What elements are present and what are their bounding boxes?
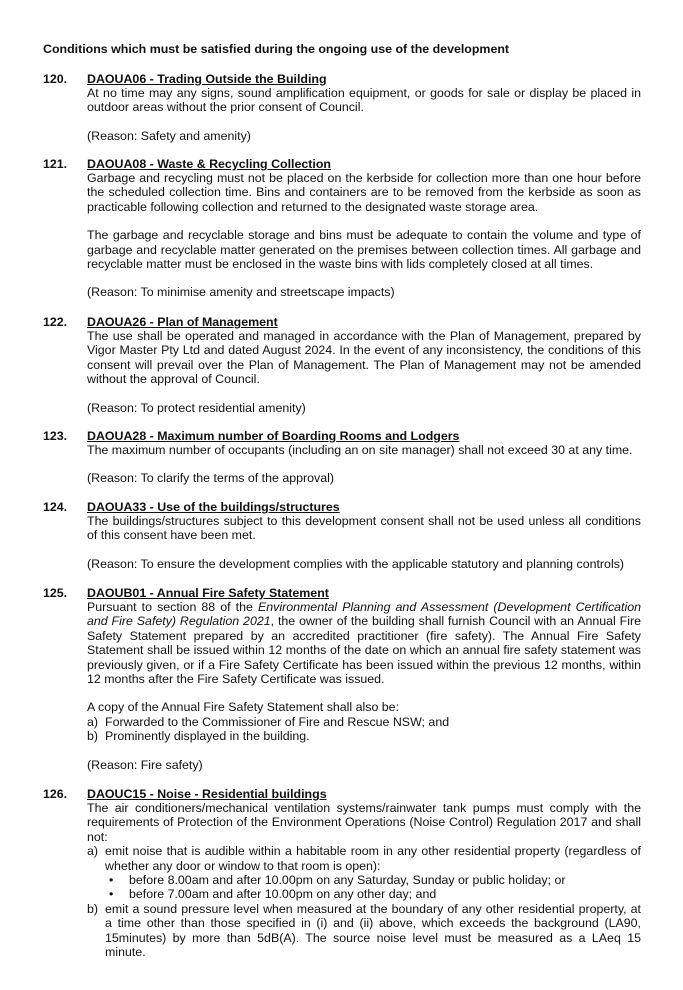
regulation-title: Environmental Planning and Assessment (Development Certification and Fire Safety) Regulation 2021 <box>87 600 642 629</box>
condition-paragraph: The buildings/structures subject to this development consent shall not be used unless all conditions of this consent have been met. <box>87 514 641 543</box>
condition-paragraph: The air conditioners/mechanical ventilation systems/rainwater tank pumps must comply with the requirements of Protection of the Environment Operations (Noise Control) Regulation 2017 and shall not: <box>87 801 641 844</box>
list-text: emit noise that is audible within a habitable room in any other residential property (regardless of whether any door or window to that room is open): <box>105 844 641 873</box>
condition-title: DAOUB01 - Annual Fire Safety Statement <box>87 586 329 600</box>
condition-title: DAOUA33 - Use of the buildings/structures <box>87 500 340 514</box>
list-text: Forwarded to the Commissioner of Fire and Rescue NSW; and <box>105 714 450 729</box>
condition-title: DAOUC15 - Noise - Residential buildings <box>87 787 327 801</box>
condition-reason: (Reason: To protect residential amenity) <box>87 400 306 415</box>
list-item <box>87 715 641 729</box>
list-item <box>87 902 641 960</box>
list-label: a) <box>87 714 99 729</box>
bullet-text: before 8.00am and after 10.00pm on any Saturday, Sunday or public holiday; or <box>129 873 566 888</box>
condition-paragraph: Garbage and recycling must not be placed on the kerbside for collection more than one hour before the scheduled collection time. Bins and containers are to be removed from the kerbside as soon as practicable following collection and returned to the designated waste storage area. <box>87 171 641 214</box>
condition-title: DAOUA08 - Waste & Recycling Collection <box>87 157 331 171</box>
condition-reason: (Reason: To clarify the terms of the approval) <box>87 471 335 486</box>
list-text: emit a sound pressure level when measured at the boundary of any other residential property, at a time other than those specified in (i) and (ii) above, which exceeds the background (LA90, 15minutes) by more than 5dB(A). The source noise level must be measured as a LAeq 15 minute. <box>105 901 641 960</box>
paragraph-text: Pursuant to section 88 of the <box>87 600 258 614</box>
condition-number: 124. <box>43 500 68 514</box>
paragraph-text: , the owner of the building shall furnish Council with an Annual Fire Safety Statement prepared by an accredited practitioner (fire safety). The Annual Fire Safety Statement shall be issued within 12 months of the date on which an annual fire safety statement was previously given, or if a Fire Safety Certificate has been issued within the previous 12 months, within 12 months after the Fire Safety Certificate was issued. <box>87 614 642 687</box>
condition-number: 123. <box>43 429 68 443</box>
bullet-item <box>109 873 641 887</box>
condition-title: DAOUA06 - Trading Outside the Building <box>87 72 327 86</box>
condition-paragraph: The use shall be operated and managed in accordance with the Plan of Management, prepared by Vigor Master Pty Ltd and dated August 2024. In the event of any inconsistency, the conditions of this consent will prevail over the Plan of Management. The Plan of Management may not be amended without the approval of Council. <box>87 329 641 387</box>
condition-paragraph: The garbage and recyclable storage and bins must be adequate to contain the volume and type of garbage and recyclable matter generated on the premises between collection times. All garbage and recyclable matter must be enclosed in the waste bins with lids completely closed at all times. <box>87 228 641 272</box>
condition-body <box>87 443 641 486</box>
condition-reason: (Reason: Fire safety) <box>87 757 203 772</box>
condition-title: DAOUA28 - Maximum number of Boarding Rooms and Lodgers <box>87 429 460 443</box>
list-text: Prominently displayed in the building. <box>105 729 310 744</box>
condition-number: 122. <box>43 315 68 329</box>
condition-number: 125. <box>43 586 68 600</box>
list-label: b) <box>87 901 99 916</box>
condition-number: 126. <box>43 787 68 801</box>
condition-reason: (Reason: To minimise amenity and streetscape impacts) <box>87 285 395 300</box>
section-heading: Conditions which must be satisfied during the ongoing use of the development <box>43 42 510 56</box>
condition-body <box>87 801 641 959</box>
bullet-icon: • <box>109 887 114 902</box>
condition-body <box>87 171 641 300</box>
list-item <box>87 844 641 873</box>
bullet-icon: • <box>109 873 114 888</box>
list-label: a) <box>87 844 99 859</box>
condition-reason: (Reason: Safety and amenity) <box>87 128 251 143</box>
condition-paragraph: At no time may any signs, sound amplification equipment, or goods for sale or display be placed in outdoor areas without the prior consent of Council. <box>87 86 641 115</box>
condition-body <box>87 514 641 571</box>
condition-body <box>87 86 641 143</box>
list-label: b) <box>87 729 99 744</box>
condition-paragraph: The maximum number of occupants (including an on site manager) shall not exceed 30 at any time. <box>87 443 633 457</box>
list-item <box>87 729 641 743</box>
condition-body <box>87 600 641 772</box>
bullet-item <box>109 887 641 901</box>
condition-reason: (Reason: To ensure the development complies with the applicable statutory and planning controls) <box>87 556 625 571</box>
condition-title: DAOUA26 - Plan of Management <box>87 315 278 329</box>
bullet-text: before 7.00am and after 10.00pm on any other day; and <box>129 887 437 902</box>
condition-number: 120. <box>43 72 68 86</box>
condition-body <box>87 329 641 415</box>
condition-paragraph: A copy of the Annual Fire Safety Statement shall also be: <box>87 700 400 715</box>
condition-number: 121. <box>43 157 68 171</box>
condition-paragraph <box>87 600 641 686</box>
